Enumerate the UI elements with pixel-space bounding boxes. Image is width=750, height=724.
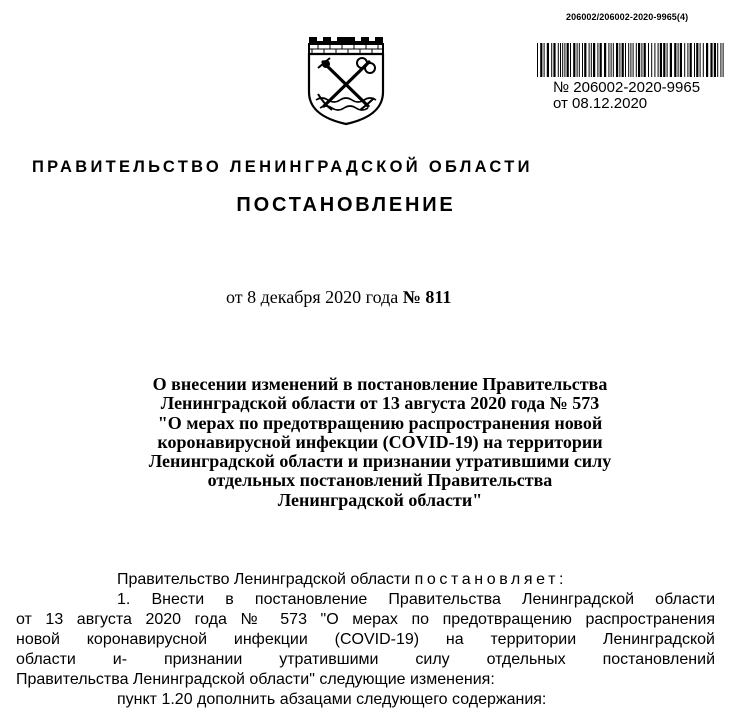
barcode-bar [564,43,565,77]
leningrad-oblast-emblem-icon [306,34,386,126]
barcode-bar [687,43,688,77]
barcode-bar [641,43,642,77]
barcode-bar [658,43,659,77]
body-line: новой коронавирусной инфекции (COVID-19) на территории Ленинградской [16,631,715,648]
subject-line: О внесении изменений в постановление Правительства [152,374,608,394]
barcode-bar [600,43,602,77]
barcode-bar [720,43,721,77]
body-intro: Правительство Ленинградской области [117,571,411,588]
barcode-bar [651,43,652,77]
barcode-bar [591,43,592,77]
barcode-bar [628,43,629,77]
document-code: 206002/206002-2020-9965(4) [566,12,689,22]
document-type-heading: ПОСТАНОВЛЕНИЕ [236,194,456,216]
barcode-bar [593,43,595,77]
body-line: Правительства Ленинградской области" следующие изменения: [16,671,495,688]
barcode-bar [696,43,698,77]
barcode-bar [703,43,704,77]
barcode-bar [540,43,542,77]
barcode-bar [558,43,559,77]
barcode-bar [684,43,685,77]
barcode-bar [577,43,578,77]
barcode-bar [544,43,545,77]
registration-number: № 206002-2020-9965 [553,79,701,96]
subject-line: Ленинградской области и признании утратившими силу [148,451,612,472]
barcode-bar [663,43,665,77]
barcode-bar [567,43,569,77]
resolution-subject [100,375,660,510]
barcode-bar [717,43,718,77]
barcode-bar [619,43,620,77]
barcode-bar [678,43,679,77]
body-line: области и- признании утратившими силу отдельных постановлений [16,651,715,668]
barcode-bar [674,43,676,77]
barcode-bar [613,43,614,77]
barcode-bar [710,43,712,77]
body-intro-line [117,570,567,590]
barcode-bar [553,43,555,77]
body-intro-spaced: постановляет: [414,571,568,588]
barcode-bar [667,43,668,77]
resolution-date: от 8 декабря 2020 года [226,287,399,307]
barcode-bar [579,43,580,77]
barcode-bar [638,43,640,77]
subject-line: отдельных постановлений Правительства [207,470,553,491]
body-line: пункт 1.20 дополнить абзацами следующего содержания: [117,691,547,708]
barcode-bar [648,43,649,77]
barcode-bar [700,43,701,77]
body-line: от 13 августа 2020 года № 573 "О мерах по предотвращению распространения [16,611,715,628]
barcode-bar [611,43,612,77]
barcode-bar [584,43,586,77]
barcode-bar [723,43,724,77]
government-title: ПРАВИТЕЛЬСТВО ЛЕНИНГРАДСКОЙ ОБЛАСТИ [32,158,533,176]
barcode-bar [573,43,575,77]
barcode-bar [644,43,646,77]
barcode-icon [537,43,725,77]
barcode-bar [537,43,538,77]
registration-date: от 08.12.2020 [553,95,648,112]
barcode-bar [604,43,606,77]
resolution-number: № 811 [402,287,452,307]
barcode-bar [562,43,563,77]
barcode-bar [680,43,682,77]
barcode-bar [616,43,618,77]
barcode-bar [636,43,637,77]
barcode-bar [694,43,695,77]
subject-line: "О мерах по предотвращению распространения новой [157,412,603,433]
body-line: 1. Внести в постановление Правительства Ленинградской области [117,591,715,608]
barcode-bar [654,43,655,77]
registration-block [553,80,700,112]
barcode-bar [622,43,624,77]
barcode-bar [589,43,590,77]
barcode-bar [608,43,609,77]
barcode-bar [547,43,549,77]
barcode-bar [706,43,708,77]
barcode-bar [625,43,626,77]
barcode-bar [660,43,662,77]
barcode-bar [551,43,552,77]
subject-line: коронавирусной инфекции (COVID-19) на территории [157,431,603,452]
barcode-bar [690,43,692,77]
barcode-bar [560,43,561,77]
barcode-bar [630,43,631,77]
resolution-date-line [226,287,451,308]
barcode-bar [670,43,672,77]
barcode-bar [714,43,716,77]
barcode-bar [633,43,634,77]
barcode-bar [597,43,598,77]
subject-line: Ленинградской области" [277,489,483,510]
barcode-bar [582,43,583,77]
subject-line: Ленинградской области от 13 августа 2020 года № 573 [160,393,600,414]
barcode-bar [570,43,571,77]
